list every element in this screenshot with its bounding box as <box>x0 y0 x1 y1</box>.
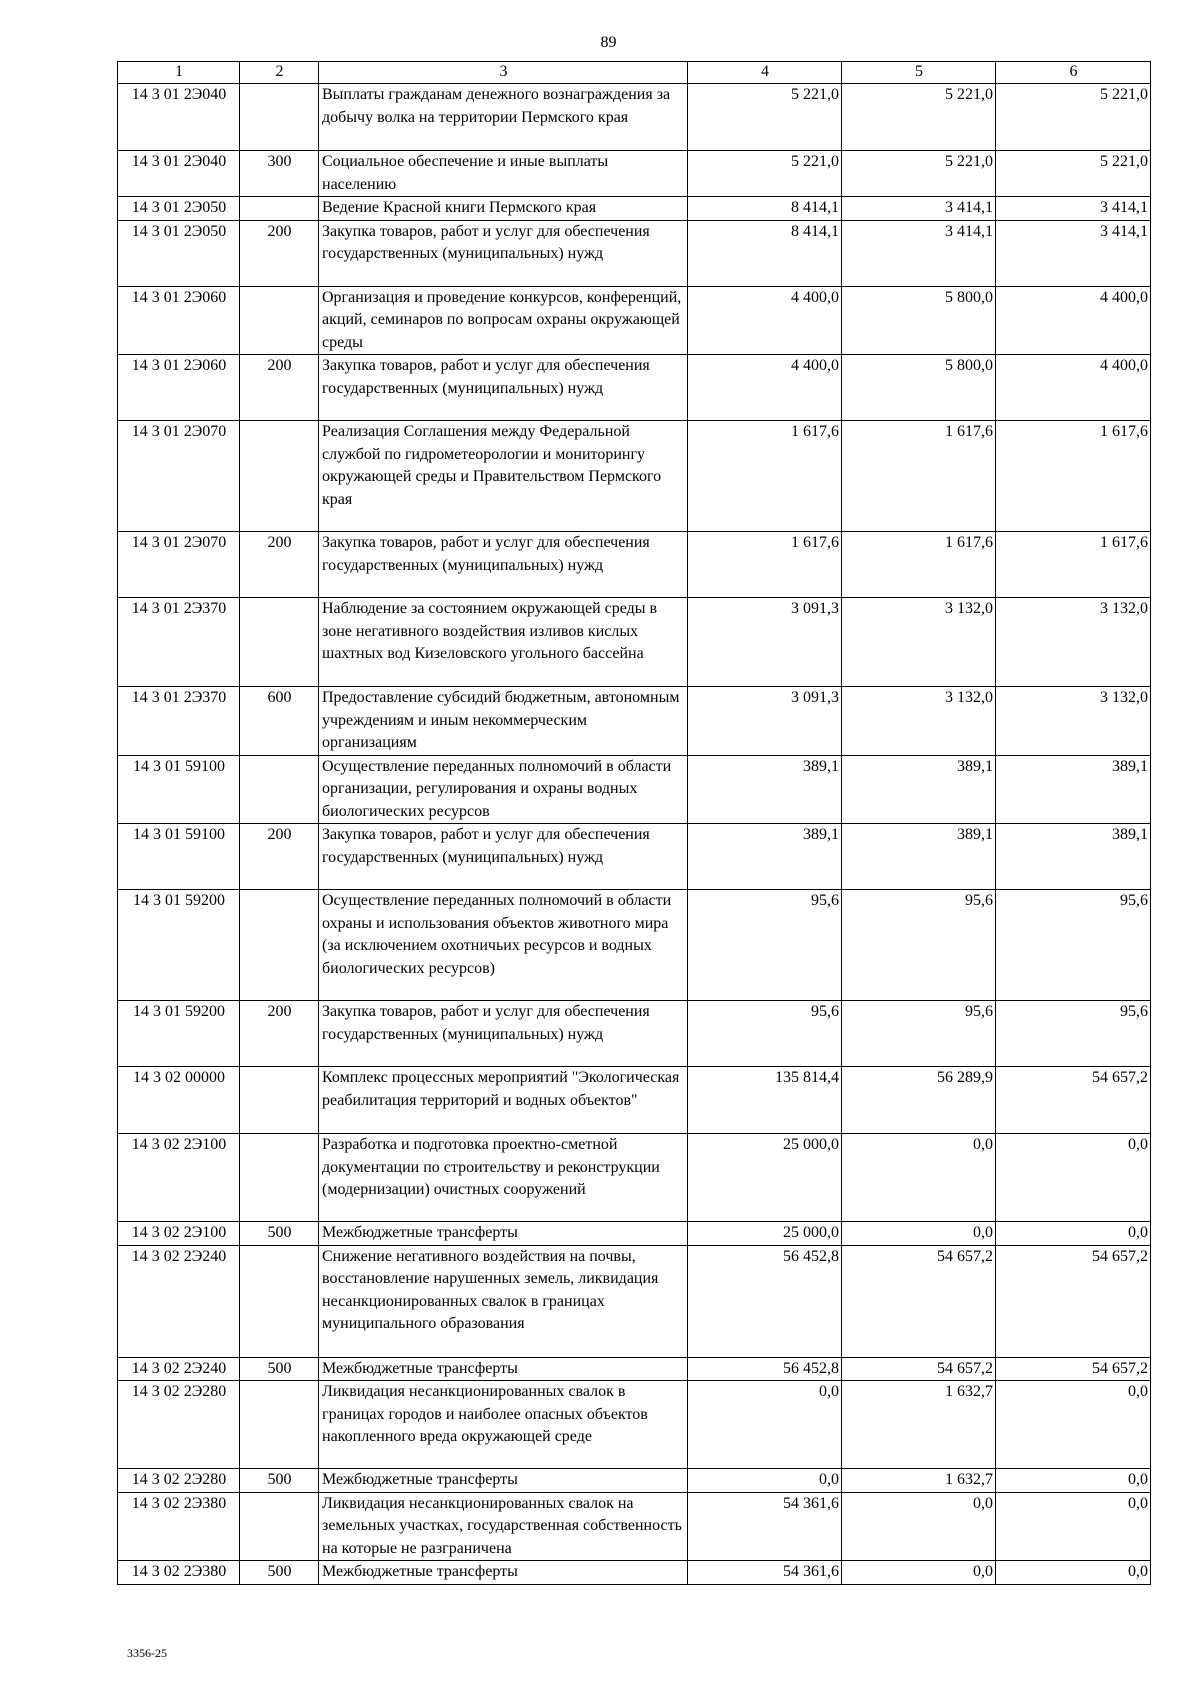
code-cell: 14 3 01 2Э060 <box>118 286 240 355</box>
code-cell: 14 3 01 2Э050 <box>118 220 240 286</box>
table-row <box>118 1222 1151 1246</box>
code-cell: 14 3 01 2Э060 <box>118 355 240 421</box>
code-cell: 14 3 02 2Э280 <box>118 1381 240 1469</box>
name-cell: Закупка товаров, работ и услуг для обеспечения государственных (муниципальных) нужд <box>319 220 688 286</box>
value-cell-4: 1 617,6 <box>688 421 842 532</box>
expense-type-cell: 500 <box>240 1561 319 1585</box>
table-row <box>118 1469 1151 1493</box>
expense-type-cell <box>240 1134 319 1222</box>
header-row <box>118 62 1151 84</box>
name-cell: Межбюджетные трансферты <box>319 1357 688 1381</box>
expense-type-cell <box>240 755 319 824</box>
table-row <box>118 197 1151 221</box>
value-cell-6: 0,0 <box>996 1492 1151 1561</box>
value-cell-5: 1 617,6 <box>842 421 996 532</box>
table-row <box>118 1561 1151 1585</box>
value-cell-5: 1 632,7 <box>842 1381 996 1469</box>
code-cell: 14 3 02 2Э100 <box>118 1222 240 1246</box>
value-cell-6: 3 414,1 <box>996 220 1151 286</box>
value-cell-4: 54 361,6 <box>688 1561 842 1585</box>
value-cell-5: 0,0 <box>842 1492 996 1561</box>
name-cell: Организация и проведение конкурсов, конференций, акций, семинаров по вопросам охраны окружающей среды <box>319 286 688 355</box>
value-cell-6: 0,0 <box>996 1134 1151 1222</box>
value-cell-6: 95,6 <box>996 890 1151 1001</box>
value-cell-5: 5 221,0 <box>842 84 996 151</box>
header-cell-1: 1 <box>118 62 240 84</box>
name-cell: Осуществление переданных полномочий в области организации, регулирования и охраны водных биологических ресурсов <box>319 755 688 824</box>
table-row <box>118 355 1151 421</box>
value-cell-6: 5 221,0 <box>996 151 1151 197</box>
name-cell: Предоставление субсидий бюджетным, автономным учреждениям и иным некоммерческим организациям <box>319 687 688 756</box>
value-cell-5: 0,0 <box>842 1134 996 1222</box>
expense-type-cell: 500 <box>240 1357 319 1381</box>
value-cell-4: 25 000,0 <box>688 1134 842 1222</box>
name-cell: Закупка товаров, работ и услуг для обеспечения государственных (муниципальных) нужд <box>319 1001 688 1067</box>
value-cell-4: 95,6 <box>688 1001 842 1067</box>
value-cell-6: 54 657,2 <box>996 1245 1151 1357</box>
table-row <box>118 532 1151 598</box>
name-cell: Закупка товаров, работ и услуг для обеспечения государственных (муниципальных) нужд <box>319 532 688 598</box>
value-cell-4: 25 000,0 <box>688 1222 842 1246</box>
name-cell: Межбюджетные трансферты <box>319 1222 688 1246</box>
expense-type-cell: 200 <box>240 1001 319 1067</box>
code-cell: 14 3 01 59100 <box>118 824 240 890</box>
page-number: 89 <box>600 34 617 51</box>
name-cell: Ведение Красной книги Пермского края <box>319 197 688 221</box>
value-cell-6: 95,6 <box>996 1001 1151 1067</box>
code-cell: 14 3 01 2Э070 <box>118 532 240 598</box>
value-cell-6: 0,0 <box>996 1381 1151 1469</box>
name-cell: Социальное обеспечение и иные выплаты населению <box>319 151 688 197</box>
name-cell: Разработка и подготовка проектно-сметной документации по строительству и реконструкции (модернизации) очистных сооружений <box>319 1134 688 1222</box>
expense-type-cell: 200 <box>240 824 319 890</box>
value-cell-6: 1 617,6 <box>996 421 1151 532</box>
value-cell-4: 1 617,6 <box>688 532 842 598</box>
code-cell: 14 3 01 59200 <box>118 890 240 1001</box>
name-cell: Закупка товаров, работ и услуг для обеспечения государственных (муниципальных) нужд <box>319 355 688 421</box>
value-cell-5: 5 221,0 <box>842 151 996 197</box>
expense-type-cell: 200 <box>240 220 319 286</box>
value-cell-4: 56 452,8 <box>688 1357 842 1381</box>
value-cell-5: 3 132,0 <box>842 598 996 687</box>
value-cell-4: 4 400,0 <box>688 286 842 355</box>
value-cell-5: 54 657,2 <box>842 1245 996 1357</box>
value-cell-6: 0,0 <box>996 1469 1151 1493</box>
value-cell-4: 3 091,3 <box>688 598 842 687</box>
table-row <box>118 84 1151 151</box>
code-cell: 14 3 02 2Э380 <box>118 1492 240 1561</box>
expense-type-cell: 500 <box>240 1469 319 1493</box>
table-row <box>118 1001 1151 1067</box>
value-cell-6: 0,0 <box>996 1222 1151 1246</box>
name-cell: Комплекс процессных мероприятий "Экологическая реабилитация территорий и водных объектов" <box>319 1067 688 1134</box>
header-cell-2: 2 <box>240 62 319 84</box>
table-row <box>118 687 1151 756</box>
header-cell-5: 5 <box>842 62 996 84</box>
table-row <box>118 1245 1151 1357</box>
code-cell: 14 3 02 2Э380 <box>118 1561 240 1585</box>
value-cell-5: 54 657,2 <box>842 1357 996 1381</box>
expense-type-cell: 500 <box>240 1222 319 1246</box>
name-cell: Ликвидация несанкционированных свалок в границах городов и наиболее опасных объектов накопленного вреда окружающей среде <box>319 1381 688 1469</box>
expense-type-cell <box>240 286 319 355</box>
expense-type-cell: 300 <box>240 151 319 197</box>
name-cell: Снижение негативного воздействия на почвы, восстановление нарушенных земель, ликвидация несанкционированных свалок в границах муниципального образования <box>319 1245 688 1357</box>
value-cell-6: 54 657,2 <box>996 1357 1151 1381</box>
value-cell-5: 1 617,6 <box>842 532 996 598</box>
value-cell-5: 3 132,0 <box>842 687 996 756</box>
value-cell-4: 4 400,0 <box>688 355 842 421</box>
header-cell-4: 4 <box>688 62 842 84</box>
value-cell-4: 3 091,3 <box>688 687 842 756</box>
name-cell: Межбюджетные трансферты <box>319 1469 688 1493</box>
table-row <box>118 286 1151 355</box>
header-cell-3: 3 <box>319 62 688 84</box>
code-cell: 14 3 01 2Э040 <box>118 84 240 151</box>
value-cell-5: 5 800,0 <box>842 355 996 421</box>
value-cell-6: 389,1 <box>996 824 1151 890</box>
code-cell: 14 3 02 2Э240 <box>118 1357 240 1381</box>
code-cell: 14 3 01 2Э370 <box>118 687 240 756</box>
expense-type-cell <box>240 598 319 687</box>
code-cell: 14 3 02 00000 <box>118 1067 240 1134</box>
code-cell: 14 3 01 2Э050 <box>118 197 240 221</box>
value-cell-4: 95,6 <box>688 890 842 1001</box>
expense-type-cell: 200 <box>240 532 319 598</box>
table-row <box>118 598 1151 687</box>
table-row <box>118 220 1151 286</box>
document-code: 3356-25 <box>127 1646 167 1660</box>
value-cell-4: 5 221,0 <box>688 84 842 151</box>
table-row <box>118 1067 1151 1134</box>
code-cell: 14 3 01 2Э070 <box>118 421 240 532</box>
header-cell-6: 6 <box>996 62 1151 84</box>
code-cell: 14 3 01 59100 <box>118 755 240 824</box>
value-cell-4: 0,0 <box>688 1381 842 1469</box>
value-cell-5: 389,1 <box>842 824 996 890</box>
code-cell: 14 3 02 2Э280 <box>118 1469 240 1493</box>
name-cell: Реализация Соглашения между Федеральной службой по гидрометеорологии и мониторингу окружающей среды и Правительством Пермского края <box>319 421 688 532</box>
name-cell: Наблюдение за состоянием окружающей среды в зоне негативного воздействия изливов кислых шахтных вод Кизеловского угольного бассейна <box>319 598 688 687</box>
value-cell-6: 3 414,1 <box>996 197 1151 221</box>
code-cell: 14 3 02 2Э100 <box>118 1134 240 1222</box>
value-cell-6: 5 221,0 <box>996 84 1151 151</box>
value-cell-6: 3 132,0 <box>996 687 1151 756</box>
value-cell-5: 3 414,1 <box>842 220 996 286</box>
value-cell-5: 1 632,7 <box>842 1469 996 1493</box>
expense-type-cell <box>240 1492 319 1561</box>
value-cell-4: 0,0 <box>688 1469 842 1493</box>
expense-type-cell <box>240 197 319 221</box>
value-cell-5: 0,0 <box>842 1222 996 1246</box>
name-cell: Выплаты гражданам денежного вознаграждения за добычу волка на территории Пермского края <box>319 84 688 151</box>
expense-type-cell <box>240 1381 319 1469</box>
value-cell-4: 389,1 <box>688 755 842 824</box>
name-cell: Межбюджетные трансферты <box>319 1561 688 1585</box>
value-cell-6: 3 132,0 <box>996 598 1151 687</box>
value-cell-4: 56 452,8 <box>688 1245 842 1357</box>
value-cell-5: 0,0 <box>842 1561 996 1585</box>
expense-type-cell <box>240 421 319 532</box>
code-cell: 14 3 01 2Э040 <box>118 151 240 197</box>
value-cell-6: 4 400,0 <box>996 286 1151 355</box>
table-row <box>118 755 1151 824</box>
value-cell-6: 1 617,6 <box>996 532 1151 598</box>
expense-type-cell <box>240 890 319 1001</box>
value-cell-4: 135 814,4 <box>688 1067 842 1134</box>
table-row <box>118 890 1151 1001</box>
value-cell-6: 54 657,2 <box>996 1067 1151 1134</box>
expense-type-cell: 600 <box>240 687 319 756</box>
value-cell-5: 389,1 <box>842 755 996 824</box>
table-row <box>118 1134 1151 1222</box>
name-cell: Осуществление переданных полномочий в области охраны и использования объектов животного мира (за исключением охотничьих ресурсов и водных биологических ресурсов) <box>319 890 688 1001</box>
value-cell-5: 5 800,0 <box>842 286 996 355</box>
expense-type-cell: 200 <box>240 355 319 421</box>
table-row <box>118 1381 1151 1469</box>
name-cell: Ликвидация несанкционированных свалок на земельных участках, государственная собственность на которые не разграничена <box>319 1492 688 1561</box>
value-cell-4: 8 414,1 <box>688 220 842 286</box>
value-cell-4: 54 361,6 <box>688 1492 842 1561</box>
name-cell: Закупка товаров, работ и услуг для обеспечения государственных (муниципальных) нужд <box>319 824 688 890</box>
value-cell-5: 56 289,9 <box>842 1067 996 1134</box>
expense-type-cell <box>240 1067 319 1134</box>
table-row <box>118 151 1151 197</box>
table-row <box>118 824 1151 890</box>
expense-type-cell <box>240 84 319 151</box>
value-cell-4: 5 221,0 <box>688 151 842 197</box>
table-row <box>118 1357 1151 1381</box>
value-cell-6: 389,1 <box>996 755 1151 824</box>
code-cell: 14 3 01 2Э370 <box>118 598 240 687</box>
expense-type-cell <box>240 1245 319 1357</box>
value-cell-4: 8 414,1 <box>688 197 842 221</box>
value-cell-5: 95,6 <box>842 1001 996 1067</box>
value-cell-4: 389,1 <box>688 824 842 890</box>
code-cell: 14 3 01 59200 <box>118 1001 240 1067</box>
value-cell-6: 4 400,0 <box>996 355 1151 421</box>
value-cell-6: 0,0 <box>996 1561 1151 1585</box>
code-cell: 14 3 02 2Э240 <box>118 1245 240 1357</box>
table-row <box>118 1492 1151 1561</box>
value-cell-5: 3 414,1 <box>842 197 996 221</box>
value-cell-5: 95,6 <box>842 890 996 1001</box>
table-row <box>118 421 1151 532</box>
budget-table <box>117 61 1151 1585</box>
